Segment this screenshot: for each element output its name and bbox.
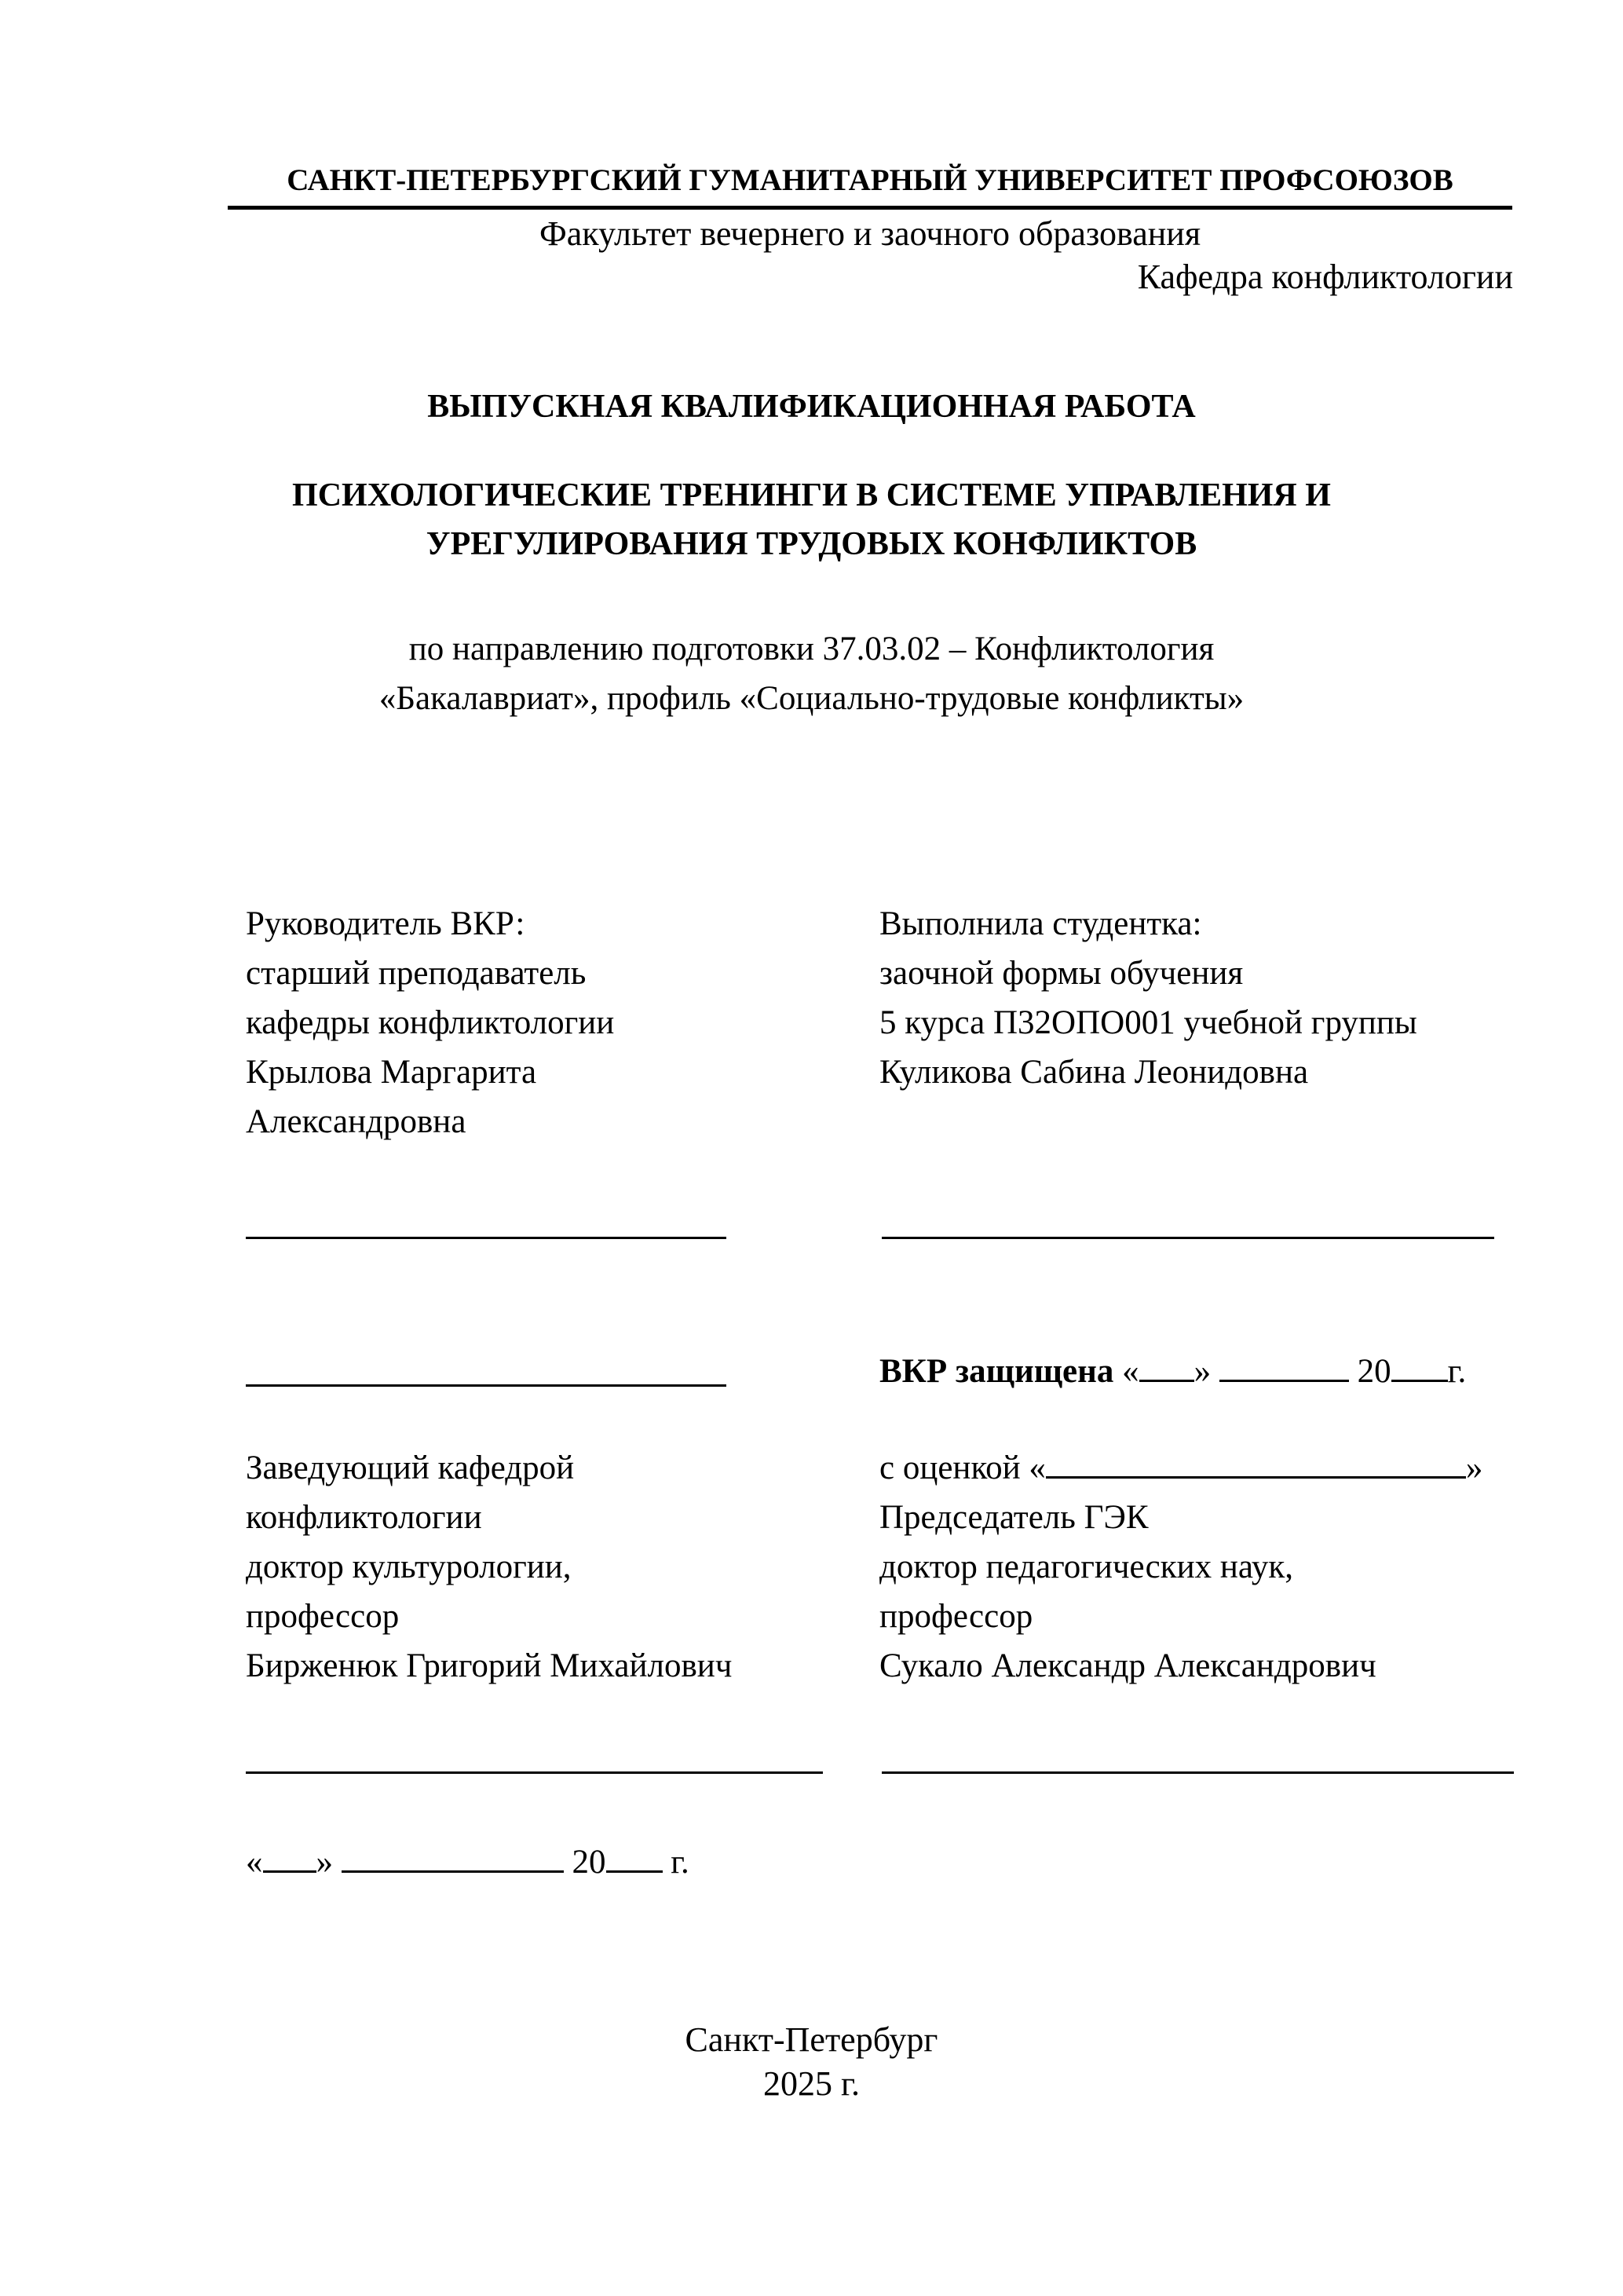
defense-open-quote: « — [1122, 1353, 1139, 1390]
department-name: Кафедра конфликтологии — [1137, 258, 1513, 296]
supervisor-block — [246, 899, 614, 1146]
head-title: Заведующий кафедрой — [246, 1450, 575, 1486]
date-year-field[interactable] — [606, 1840, 663, 1873]
admission-signature-line[interactable] — [246, 1384, 726, 1387]
footer-year: 2025 г. — [762, 2064, 861, 2103]
defense-year-prefix: 20 — [1357, 1353, 1391, 1390]
commission-block — [879, 1443, 1482, 1691]
supervisor-label: Руководитель ВКР: — [246, 905, 525, 942]
supervisor-department: кафедры конфликтологии — [246, 1004, 615, 1041]
defense-day-field[interactable] — [1139, 1349, 1194, 1382]
supervisor-signature-line[interactable] — [246, 1237, 726, 1239]
date-day-field[interactable] — [263, 1840, 316, 1873]
footer-city: Санкт-Петербург — [685, 2020, 938, 2059]
supervisor-position: старший преподаватель — [246, 955, 587, 992]
head-name: Бирженюк Григорий Михайлович — [246, 1647, 733, 1684]
approval-date-line — [246, 1837, 689, 1887]
chairman-degree: доктор педагогических наук, — [879, 1548, 1293, 1585]
head-department: конфликтологии — [246, 1499, 482, 1536]
supervisor-name: Крылова Маргарита — [246, 1054, 537, 1091]
head-of-department-block — [246, 1443, 732, 1691]
defense-month-field[interactable] — [1219, 1349, 1349, 1382]
student-study-form: заочной формы обучения — [879, 955, 1244, 992]
defense-label: ВКР защищена — [879, 1353, 1114, 1390]
student-block — [879, 899, 1417, 1097]
study-direction-line-1: по направлению подготовки 37.03.02 – Конфликтология — [408, 631, 1215, 667]
date-month-field[interactable] — [342, 1840, 564, 1873]
student-label: Выполнила студентка: — [879, 905, 1202, 942]
university-name: САНКТ-ПЕТЕРБУРГСКИЙ ГУМАНИТАРНЫЙ УНИВЕРСИТЕТ ПРОФСОЮЗОВ — [287, 163, 1453, 197]
defense-year-suffix: г. — [1447, 1353, 1467, 1390]
date-close-quote: » — [316, 1844, 333, 1881]
footer — [0, 2018, 1623, 2106]
study-direction-line-2: «Бакалавриат», профиль «Социально-трудовые конфликты» — [378, 680, 1245, 717]
date-year-prefix: 20 — [572, 1844, 606, 1881]
grade-field[interactable] — [1046, 1446, 1466, 1479]
head-signature-line[interactable] — [246, 1771, 823, 1774]
defense-date-line — [879, 1347, 1466, 1396]
work-type-title: ВЫПУСКНАЯ КВАЛИФИКАЦИОННАЯ РАБОТА — [427, 389, 1196, 425]
student-signature-line[interactable] — [882, 1237, 1494, 1239]
faculty-name: Факультет вечернего и заочного образования — [539, 214, 1201, 253]
chairman-rank: профессор — [879, 1598, 1033, 1635]
header-divider — [228, 206, 1512, 210]
defense-close-quote: » — [1193, 1353, 1212, 1390]
chairman-name: Сукало Александр Александрович — [879, 1647, 1376, 1684]
thesis-topic-line-1: ПСИХОЛОГИЧЕСКИЕ ТРЕНИНГИ В СИСТЕМЕ УПРАВЛЕНИЯ И — [292, 477, 1331, 514]
supervisor-patronymic: Александровна — [246, 1103, 466, 1140]
grade-close-quote: » — [1465, 1450, 1483, 1486]
head-rank: профессор — [246, 1598, 400, 1635]
head-degree: доктор культурологии, — [246, 1548, 572, 1585]
student-group: 5 курса П32ОПО001 учебной группы — [879, 1004, 1417, 1041]
grade-label: с оценкой « — [879, 1450, 1046, 1486]
date-open-quote: « — [246, 1844, 263, 1881]
date-year-suffix: г. — [671, 1844, 689, 1881]
student-name: Куликова Сабина Леонидовна — [879, 1054, 1309, 1091]
study-direction — [0, 624, 1623, 723]
defense-year-field[interactable] — [1391, 1349, 1448, 1382]
thesis-topic — [0, 471, 1623, 569]
grade-line — [879, 1443, 1482, 1493]
chairman-signature-line[interactable] — [882, 1771, 1514, 1774]
thesis-topic-line-2: УРЕГУЛИРОВАНИЯ ТРУДОВЫХ КОНФЛИКТОВ — [426, 526, 1197, 562]
chairman-title: Председатель ГЭК — [879, 1499, 1149, 1536]
